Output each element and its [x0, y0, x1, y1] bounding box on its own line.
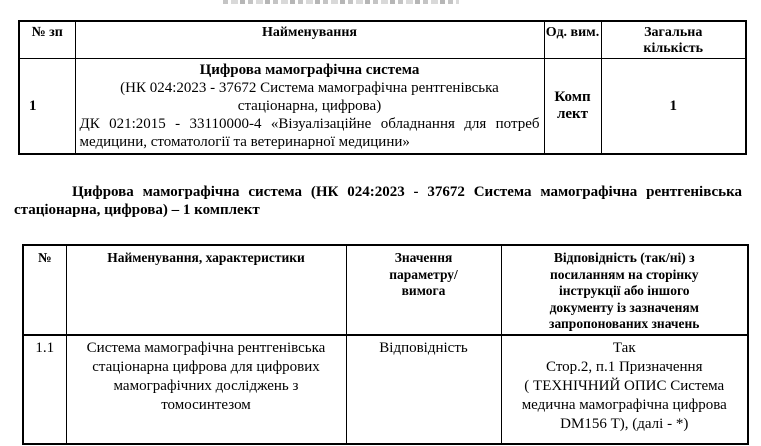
- cutoff-heading-remnant: [223, 0, 459, 4]
- item-number-cell: 1: [19, 59, 75, 155]
- spec-table-row: [23, 335, 748, 444]
- item-title: Цифрова мамографічна система: [199, 62, 420, 78]
- specifications-table: [22, 244, 749, 445]
- header-unit: Од. вим.: [544, 21, 601, 59]
- spec-name-cell: Система мамографічна рентгенівська стаціонарна цифрова для цифрових мамографічних досліджень з томосинтезом: [66, 335, 346, 444]
- item-name-cell: [75, 59, 544, 155]
- compliance-answer: Так: [612, 340, 636, 356]
- header-spec-value: Значення параметру/ вимога: [346, 245, 501, 335]
- item-classifier-nk: (НК 024:2023 - 37672 Система мамографічна рентгенівська стаціонарна, цифрова): [120, 80, 499, 114]
- spec-value-cell: Відповідність: [346, 335, 501, 444]
- item-unit-cell: [544, 59, 601, 155]
- compliance-page-ref: Стор.2, п.1 Призначення: [546, 359, 703, 375]
- spec-table-header-row: [23, 245, 748, 335]
- header-item-number: № зп: [19, 21, 75, 59]
- spec-number-cell: 1.1: [23, 335, 66, 444]
- header-spec-number: №: [23, 245, 66, 335]
- item-quantity-cell: 1: [601, 59, 746, 155]
- section-heading: Цифрова мамографічна система (НК 024:2023 - 37672 Система мамографічна рентгенівська стаціонарна, цифрова) – 1 комплект: [14, 184, 742, 218]
- item-unit-value: Комплект: [554, 89, 591, 122]
- header-spec-compliance: Відповідність (так/ні) з посиланням на сторінку інструкції або іншого документу із зазначеням запропонованих значень: [501, 245, 748, 335]
- summary-table-row: [19, 59, 746, 155]
- items-summary-table: [18, 20, 747, 155]
- header-total-quantity: Загальна кількість: [601, 21, 746, 59]
- summary-table-header-row: [19, 21, 746, 59]
- compliance-source-doc: ( ТЕХНІЧНИЙ ОПИС Система медична мамографічна цифрова DM156 Т), (далі - *): [521, 378, 727, 432]
- header-item-name: Найменування: [75, 21, 544, 59]
- spec-compliance-cell: [501, 335, 748, 444]
- item-classifier-dk: ДК 021:2015 - 33110000-4 «Візуалізаційне обладнання для потреб медицини, стоматології та ветеринарної медицини»: [79, 116, 540, 150]
- header-spec-name: Найменування, характеристики: [66, 245, 346, 335]
